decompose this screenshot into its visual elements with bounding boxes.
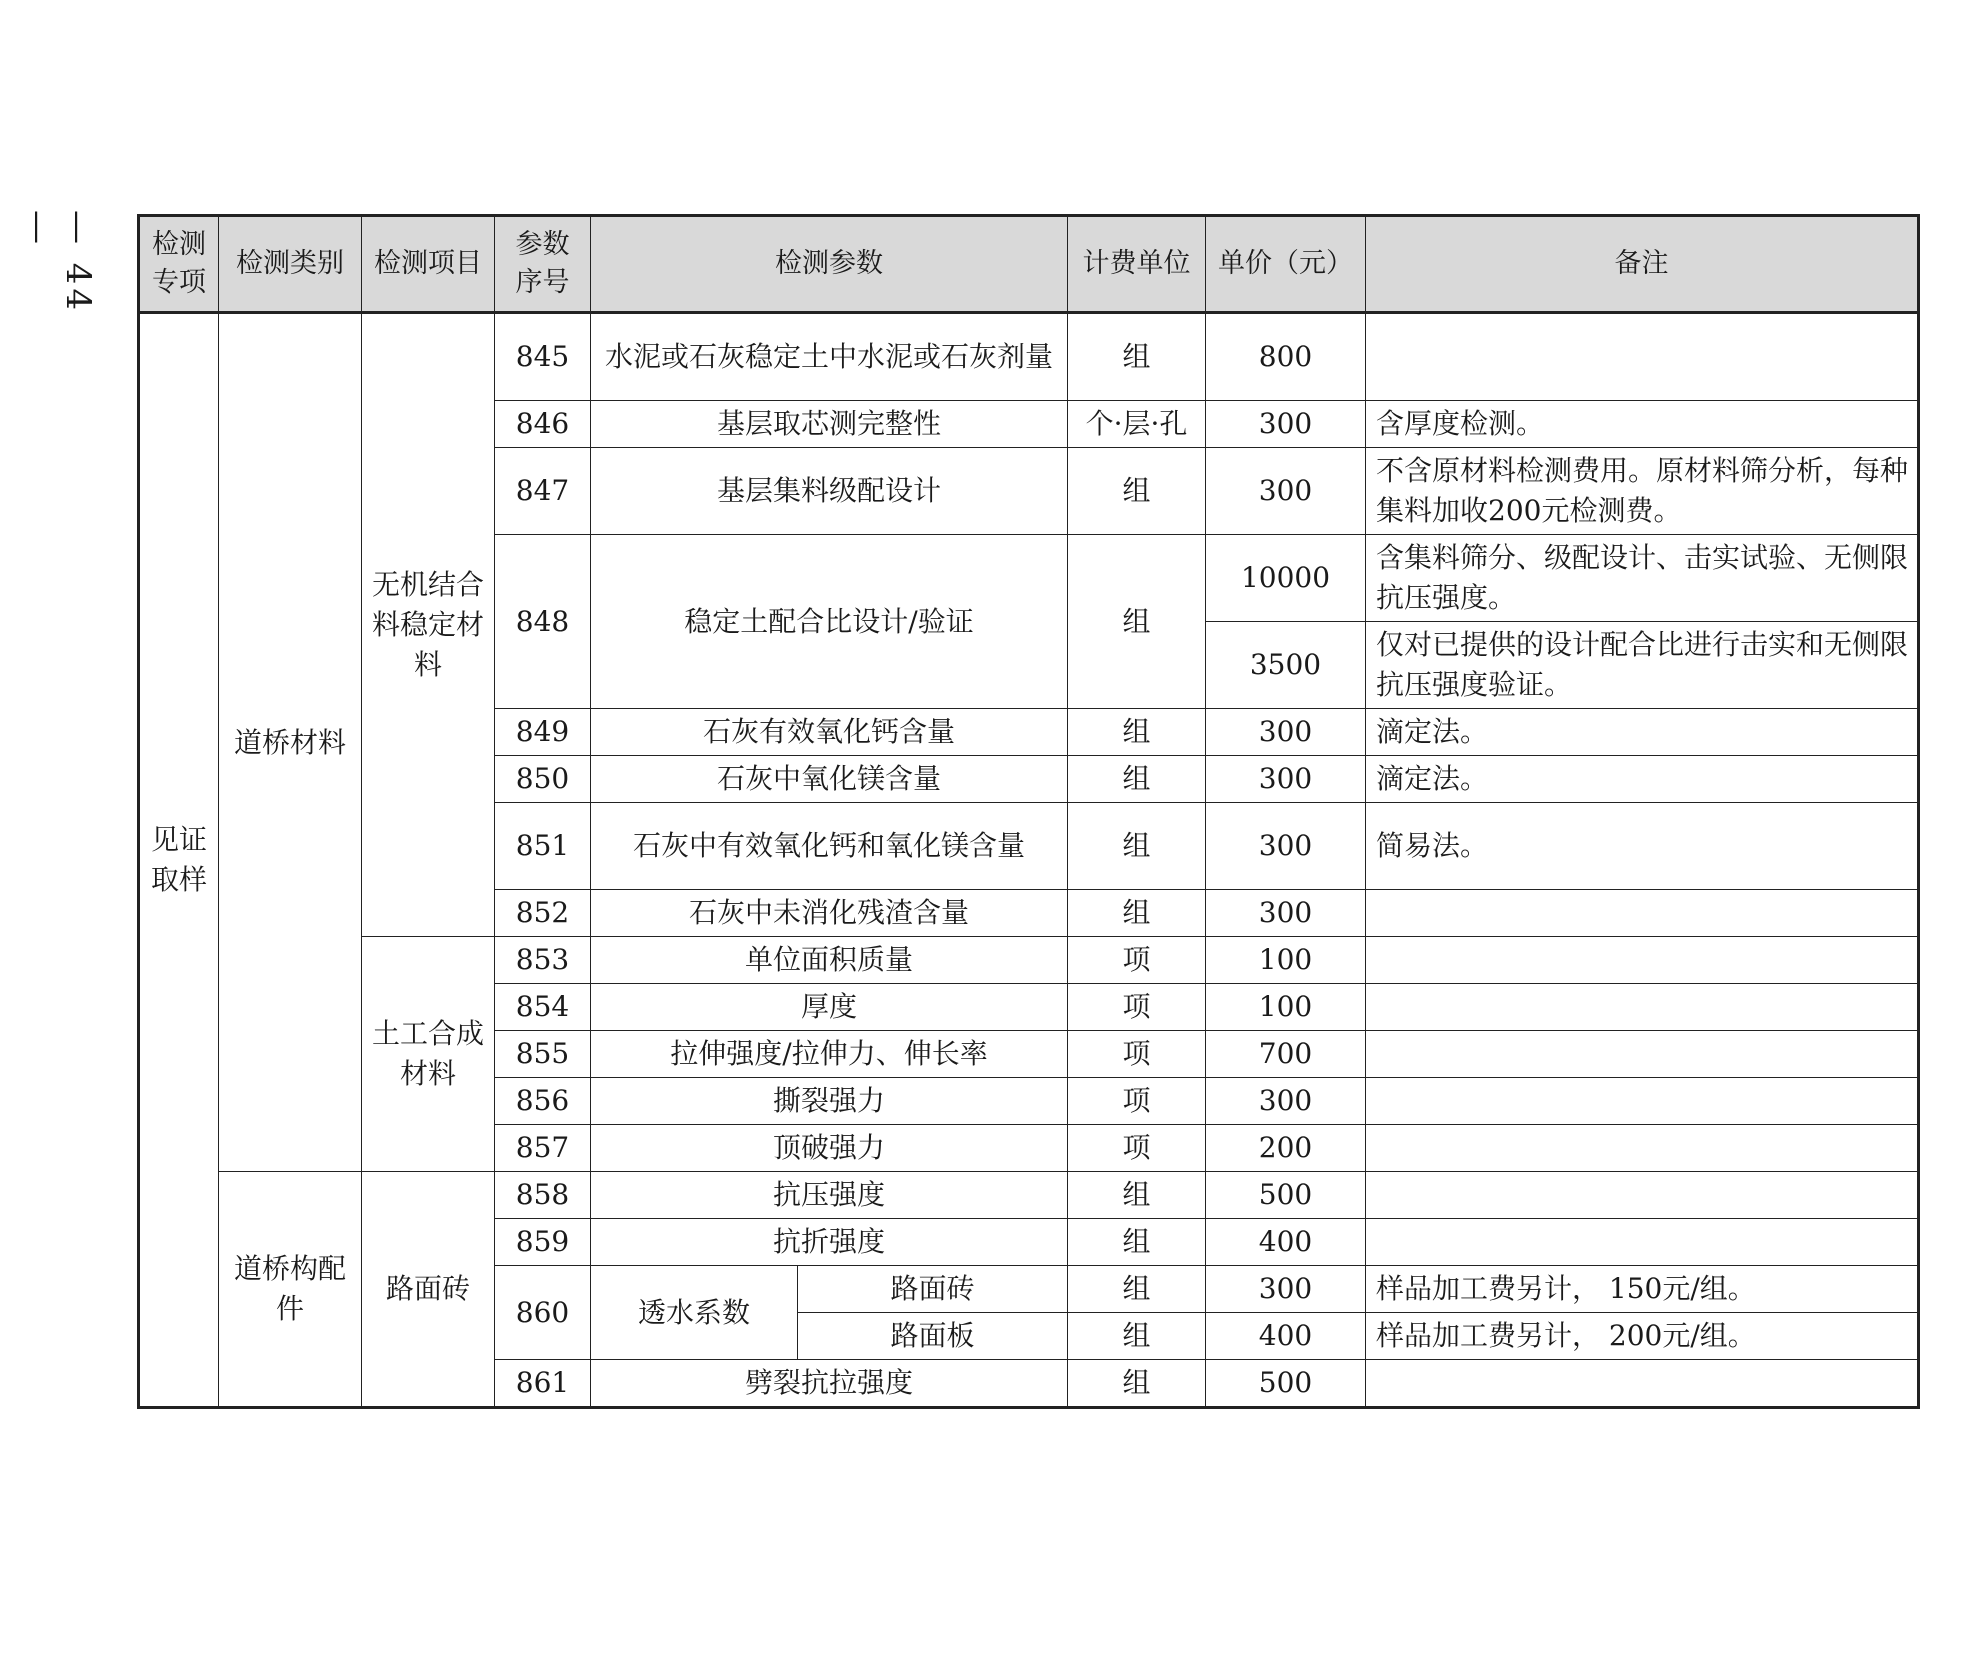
header-item: 检测项目 [362,216,495,313]
unit-cell: 组 [1068,1266,1206,1313]
unit-cell: 组 [1068,535,1206,709]
seq-cell: 859 [495,1219,591,1266]
fee-table [137,214,1920,1409]
param-cell: 抗压强度 [591,1172,1068,1219]
note-cell: 仅对已提供的设计配合比进行击实和无侧限抗压强度验证。 [1366,622,1919,709]
note-cell [1366,1125,1919,1172]
param-cell: 石灰中未消化残渣含量 [591,890,1068,937]
note-cell: 滴定法。 [1366,709,1919,756]
note-cell: 样品加工费另计， 150元/组。 [1366,1266,1919,1313]
special-cell: 见证取样 [139,313,219,1408]
page-number: — 44 — [18,210,98,315]
param-cell: 石灰中氧化镁含量 [591,756,1068,803]
param-cell: 拉伸强度/拉伸力、伸长率 [591,1031,1068,1078]
unit-cell: 项 [1068,984,1206,1031]
table-row [139,1172,1919,1219]
param-cell: 抗折强度 [591,1219,1068,1266]
note-cell [1366,1360,1919,1408]
price-cell: 400 [1206,1219,1366,1266]
param-cell: 石灰中有效氧化钙和氧化镁含量 [591,803,1068,890]
unit-cell: 项 [1068,1125,1206,1172]
unit-cell: 项 [1068,1031,1206,1078]
unit-cell: 个·层·孔 [1068,401,1206,448]
price-cell: 300 [1206,448,1366,535]
seq-cell: 852 [495,890,591,937]
unit-cell: 组 [1068,1360,1206,1408]
price-cell: 10000 [1206,535,1366,622]
param-cell: 厚度 [591,984,1068,1031]
param-cell: 单位面积质量 [591,937,1068,984]
seq-cell: 850 [495,756,591,803]
price-cell: 300 [1206,1078,1366,1125]
note-cell [1366,984,1919,1031]
table-row [139,313,1919,401]
header-row [139,216,1919,313]
note-cell: 样品加工费另计， 200元/组。 [1366,1313,1919,1360]
header-price: 单价（元） [1206,216,1366,313]
seq-cell: 856 [495,1078,591,1125]
price-cell: 300 [1206,1266,1366,1313]
note-cell [1366,1172,1919,1219]
item-inorganic-cell: 无机结合料稳定材料 [362,313,495,937]
param-cell: 基层集料级配设计 [591,448,1068,535]
price-cell: 800 [1206,313,1366,401]
param-cell: 石灰有效氧化钙含量 [591,709,1068,756]
unit-cell: 组 [1068,803,1206,890]
price-cell: 100 [1206,984,1366,1031]
seq-cell: 845 [495,313,591,401]
seq-cell: 846 [495,401,591,448]
price-cell: 700 [1206,1031,1366,1078]
note-cell [1366,1219,1919,1266]
note-cell: 不含原材料检测费用。原材料筛分析，每种集料加收200元检测费。 [1366,448,1919,535]
header-category: 检测类别 [219,216,362,313]
unit-cell: 组 [1068,1172,1206,1219]
param-cell: 劈裂抗拉强度 [591,1360,1068,1408]
seq-cell: 857 [495,1125,591,1172]
note-cell [1366,1078,1919,1125]
sub-param-cell: 路面砖 [798,1266,1068,1313]
price-cell: 300 [1206,401,1366,448]
price-cell: 3500 [1206,622,1366,709]
header-special: 检测专项 [139,216,219,313]
unit-cell: 组 [1068,709,1206,756]
price-cell: 500 [1206,1172,1366,1219]
price-cell: 500 [1206,1360,1366,1408]
price-cell: 100 [1206,937,1366,984]
seq-cell: 860 [495,1266,591,1360]
note-cell: 含集料筛分、级配设计、击实试验、无侧限抗压强度。 [1366,535,1919,622]
sub-param-cell: 路面板 [798,1313,1068,1360]
unit-cell: 组 [1068,756,1206,803]
seq-cell: 849 [495,709,591,756]
note-cell: 简易法。 [1366,803,1919,890]
seq-cell: 847 [495,448,591,535]
note-cell: 滴定法。 [1366,756,1919,803]
category-parts-cell: 道桥构配件 [219,1172,362,1408]
seq-cell: 848 [495,535,591,709]
note-cell [1366,313,1919,401]
note-cell: 含厚度检测。 [1366,401,1919,448]
seq-cell: 858 [495,1172,591,1219]
seq-cell: 853 [495,937,591,984]
table-row [139,937,1919,984]
header-param: 检测参数 [591,216,1068,313]
param-cell: 透水系数 [591,1266,798,1360]
price-cell: 300 [1206,756,1366,803]
seq-cell: 861 [495,1360,591,1408]
unit-cell: 组 [1068,313,1206,401]
item-geo-cell: 土工合成材料 [362,937,495,1172]
unit-cell: 组 [1068,1219,1206,1266]
seq-cell: 855 [495,1031,591,1078]
price-cell: 200 [1206,1125,1366,1172]
price-cell: 300 [1206,803,1366,890]
param-cell: 顶破强力 [591,1125,1068,1172]
unit-cell: 项 [1068,1078,1206,1125]
note-cell [1366,937,1919,984]
unit-cell: 组 [1068,890,1206,937]
category-road-cell: 道桥材料 [219,313,362,1172]
unit-cell: 项 [1068,937,1206,984]
header-seq: 参数序号 [495,216,591,313]
item-brick-cell: 路面砖 [362,1172,495,1408]
header-unit: 计费单位 [1068,216,1206,313]
param-cell: 基层取芯测完整性 [591,401,1068,448]
unit-cell: 组 [1068,1313,1206,1360]
price-cell: 300 [1206,890,1366,937]
note-cell [1366,1031,1919,1078]
param-cell: 水泥或石灰稳定土中水泥或石灰剂量 [591,313,1068,401]
seq-cell: 851 [495,803,591,890]
header-note: 备注 [1366,216,1919,313]
param-cell: 撕裂强力 [591,1078,1068,1125]
seq-cell: 854 [495,984,591,1031]
note-cell [1366,890,1919,937]
price-cell: 300 [1206,709,1366,756]
unit-cell: 组 [1068,448,1206,535]
price-cell: 400 [1206,1313,1366,1360]
param-cell: 稳定土配合比设计/验证 [591,535,1068,709]
